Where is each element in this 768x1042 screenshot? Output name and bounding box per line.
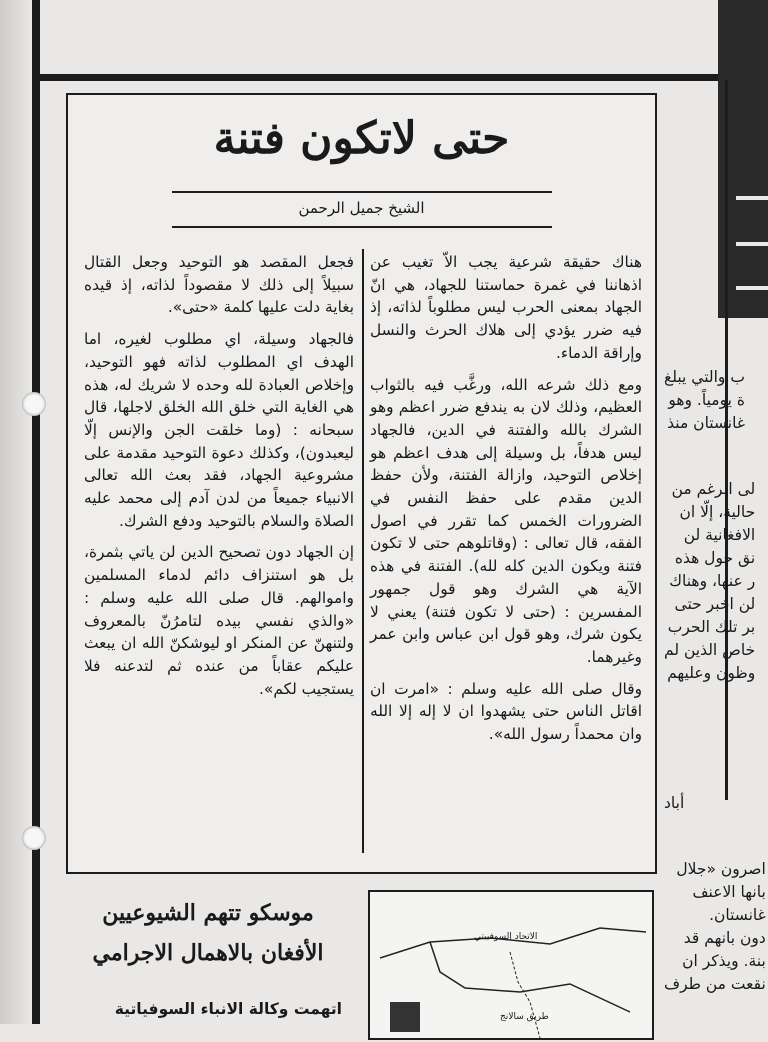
neighbor-text-d: اصرون «جلال بانها الاعنف غانستان. دون بانهم قد بنة. ويذكر ان نقعت من طرف [664,860,766,993]
paragraph: فالجهاد وسيلة، اي مطلوب لغيره، اما الهدف اي المطلوب لذاته فهو التوحيد، وإخلاص العبادة لله وحده لا شريك له، هذه هي الغاية التي خلق الله الخلق لاجلها، قال سبحانه : (وما خلقت الجن والإنس إلّا ليعبدون)، وكذلك دعوة التوحيد مقدمة على مشروعية الجهاد، فقد بعث الله تعالى الانبياء جميعاً من لدن آدم إلى محمد عليه الصلاة والسلام بالتوحيد ودفع الشرك. [84,330,354,530]
paragraph: فجعل المقصد هو التوحيد وجعل القتال سبيلاً إلى ذلك لا مقصوداً لذاته، إذ قيده بغاية دلت عليها كلمة «حتى». [84,253,354,317]
column-separator-rule [725,80,728,800]
article-column-right [370,251,642,755]
binder-edge [32,0,40,1024]
column-divider [362,249,364,853]
paragraph: هناك حقيقة شرعية يجب الاّ تغيب عن اذهاننا في غمرة حماستنا للجهاد، هي انّ الجهاد بمعنى الحرب ليس مطلوباً لذاته، إذ فيه ضرر يؤدي إلى هلاك الحرث والنسل وإراقة الدماء. [370,253,642,362]
map-label-ussr: الاتحاد السوفييتي [474,932,538,942]
article-box [66,93,657,874]
article-title: حتى لاتكون فتنة [213,113,510,164]
bottom-headline [58,893,358,973]
neighbor-text-a: ب والتي يبلغ ة يومياً. وهو غانستان منذ [664,368,745,432]
title-rule-bottom [172,226,552,228]
paragraph: وقال صلى الله عليه وسلم : «امرت ان اقاتل الناس حتى يشهدوا ان لا إله إلا الله وان محمداً رسول الله». [370,679,642,744]
title-rule-top [172,191,552,193]
headline-line-1: موسكو تتهم الشيوعيين [102,900,314,926]
paragraph: ومع ذلك شرعه الله، ورغَّب فيه بالثواب العظيم، وذلك لان به يندفع ضرر اعظم وهو الشرك بالله والفتنة في الدين، فالجهاد ليس هدفاً، بل وسيلة إلى هدف اعظم هو إخلاص التوحيد، وازالة الفتنة، ولأن حفظ الدين مقدم على حفظ النفس في الضرورات الخمس كما تقرر في اصول الفقه، قال تعالى : (وقاتلوهم حتى لا تكون فتنة ويكون الدين كله لله). الفتنة في هذه الآية هي الشرك وهو قول جمهور المفسرين : (حتى لا تكون فتنة) يعني لا يكون شرك، وهو قول ابن عباس وابن عمر وغيرهما. [370,375,642,666]
punch-hole-bottom [22,826,46,850]
bottom-body-text: اتهمت وكالة الانباء السوفياتية [114,1000,342,1018]
neighbor-text-c: أباد [664,794,685,812]
article-column-left [84,251,354,709]
headline-line-2: الأفغان بالاهمال الاجرامي [92,940,324,966]
punch-hole-top [22,392,46,416]
map-figure [368,890,654,1040]
map-label-road: طريق سالانج [500,1012,549,1022]
neighbor-text-b: لى الرغم من حالية، إلّا ان الافغانية لن نق حول هذه ر عنها، وهناك لن اخبر حتى بر تلك الحرب خاص الذين لم وظون وعليهم [664,480,756,682]
article-author: الشيخ جميل الرحمن [298,199,425,217]
page-top-rule [40,74,730,81]
paragraph: إن الجهاد دون تصحيح الدين لن ياتي بثمرة، بل هو استنزاف دائم لدماء المسلمين واموالهم. قال صلى الله عليه وسلم : «والذي نفسي بيده لتامرُنّ بالمعروف ولتنهنّ عن المنكر او ليوشكنّ الله ان يبعث عليكم عقاباً من عنده ثم لتدعنه فلا يستجيب لكم». [84,543,354,698]
binder-shadow [0,0,30,1024]
